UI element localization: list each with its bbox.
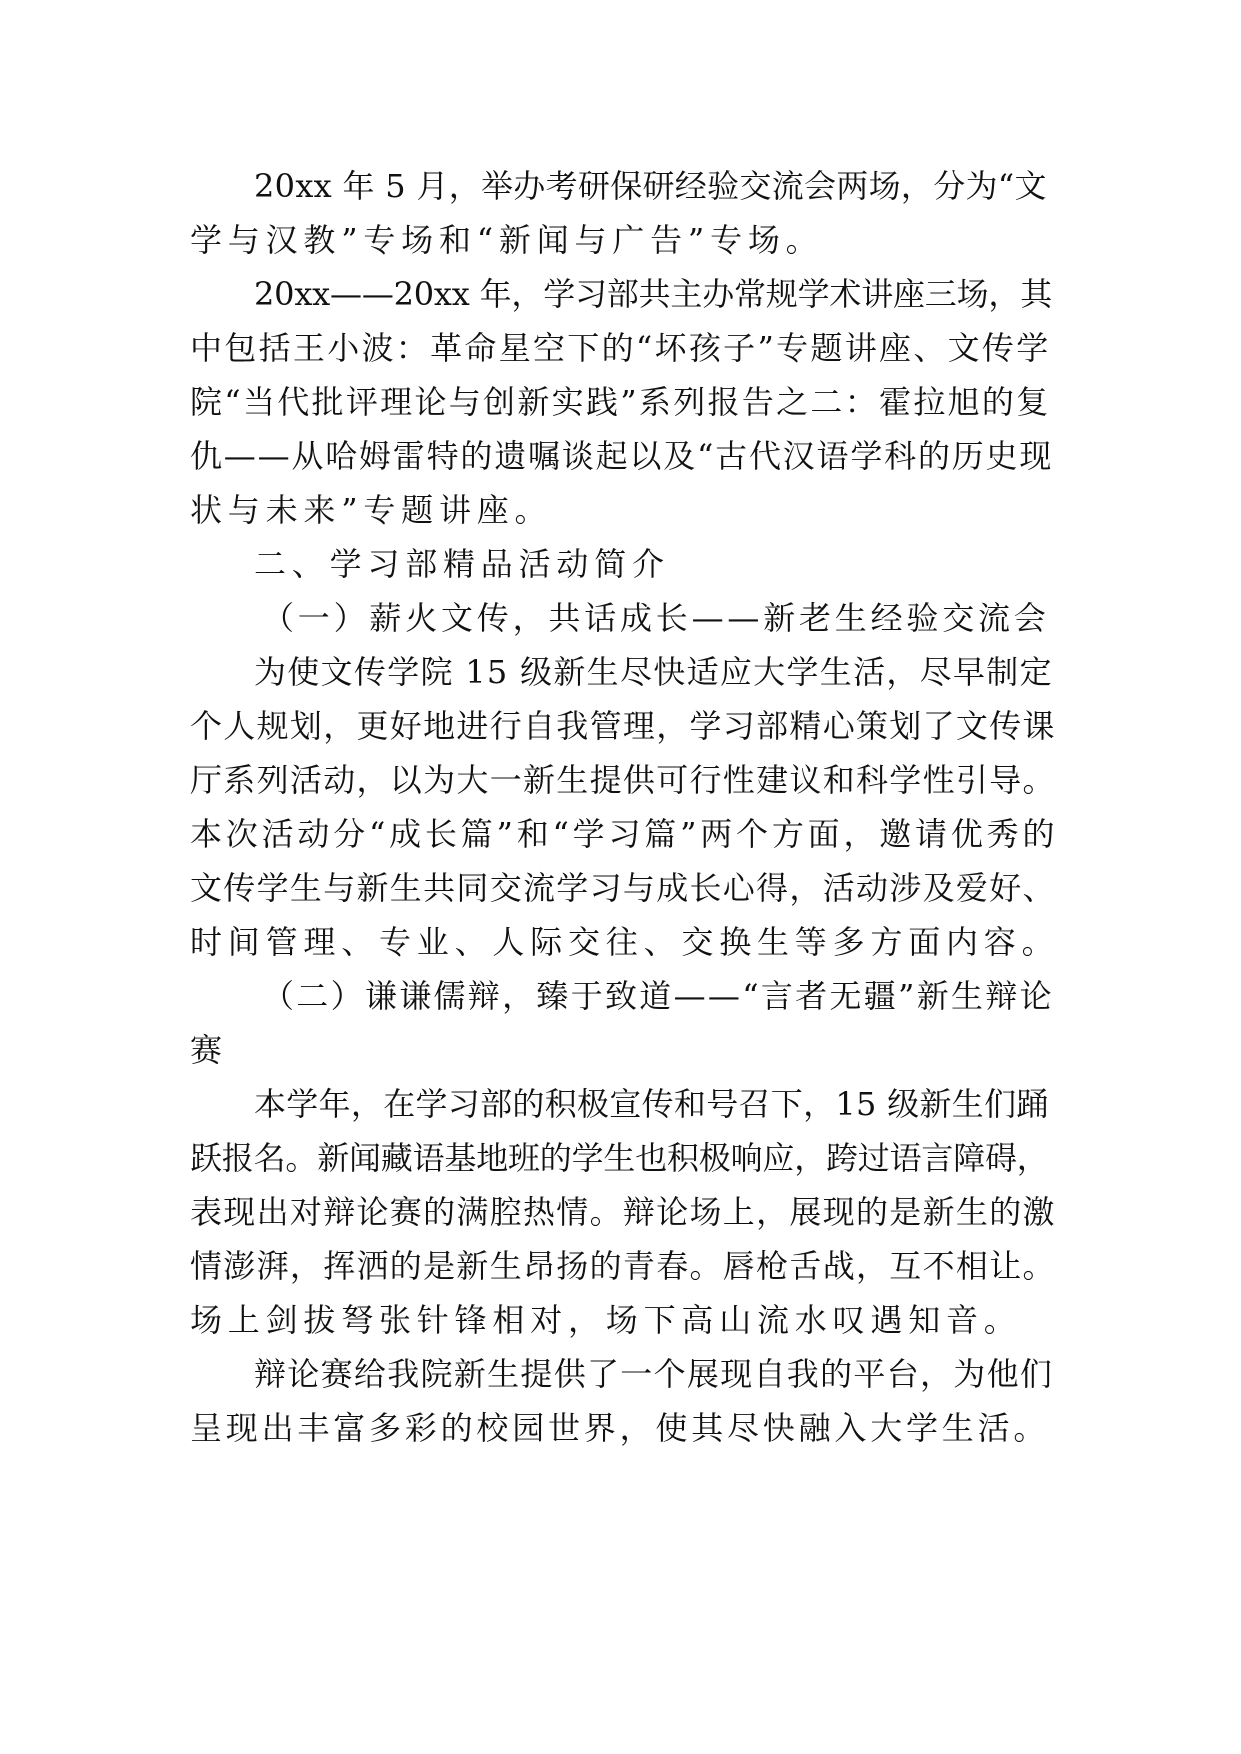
paragraph-exchange-meeting-line-1: 20xx 年 5 月，举办考研保研经验交流会两场，分为“文 [254,167,1047,205]
paragraph-debate-line-1: 本学年，在学习部的积极宣传和号召下，15 级新生们踊 [254,1085,1049,1123]
paragraph-lectures-line-3: 院“当代批评理论与创新实践”系列报告之二：霍拉旭的复 [190,383,1051,421]
paragraph-activity-1-line-5: 文传学生与新生共同交流学习与成长心得，活动涉及爱好、 [190,869,1056,907]
paragraph-lectures-line-2: 中包括王小波：革命星空下的“坏孩子”专题讲座、文传学 [190,329,1051,367]
paragraph-activity-1-line-1: 为使文传学院 15 级新生尽快适应大学生活，尽早制定 [254,653,1053,691]
subsection-heading-1: （一）薪火文传，共话成长——新老生经验交流会 [262,599,1050,637]
paragraph-activity-1-line-4: 本次活动分“成长篇”和“学习篇”两个方面，邀请优秀的 [190,815,1059,853]
subsection-heading-2-line-1: （二）谦谦儒辩，臻于致道——“言者无疆”新生辩论 [262,977,1054,1015]
paragraph-debate-line-2: 跃报名。新闻藏语基地班的学生也积极响应，跨过语言障碍， [190,1139,1049,1177]
paragraph-lectures-line-5: 状与未来”专题讲座。 [190,491,553,529]
subsection-heading-2-line-2: 赛 [190,1031,228,1069]
paragraph-lectures-line-1: 20xx——20xx 年，学习部共主办常规学术讲座三场，其 [254,275,1052,313]
paragraph-lectures-line-4: 仇——从哈姆雷特的遗嘱谈起以及“古代汉语学科的历史现 [190,437,1054,475]
paragraph-debate-line-4: 情澎湃，挥洒的是新生昂扬的青春。唇枪舌战，互不相让。 [190,1247,1056,1285]
paragraph-exchange-meeting-line-2: 学与汉教”专场和“新闻与广告”专场。 [190,221,824,259]
paragraph-activity-1-line-2: 个人规划，更好地进行自我管理，学习部精心策划了文传课 [190,707,1056,745]
paragraph-platform-line-2: 呈现出丰富多彩的校园世界，使其尽快融入大学生活。 [190,1409,1050,1447]
paragraph-activity-1-line-3: 厅系列活动，以为大一新生提供可行性建议和科学性引导。 [190,761,1056,799]
paragraph-debate-line-5: 场上剑拔弩张针锋相对，场下高山流水叹遇知音。 [190,1301,1022,1339]
paragraph-activity-1-line-6: 时间管理、专业、人际交往、交换生等多方面内容。 [190,923,1060,961]
paragraph-platform-line-1: 辩论赛给我院新生提供了一个展现自我的平台，为他们 [254,1355,1054,1393]
paragraph-debate-line-3: 表现出对辩论赛的满腔热情。辩论场上，展现的是新生的激 [190,1193,1056,1231]
section-heading: 二、学习部精品活动简介 [254,545,670,583]
